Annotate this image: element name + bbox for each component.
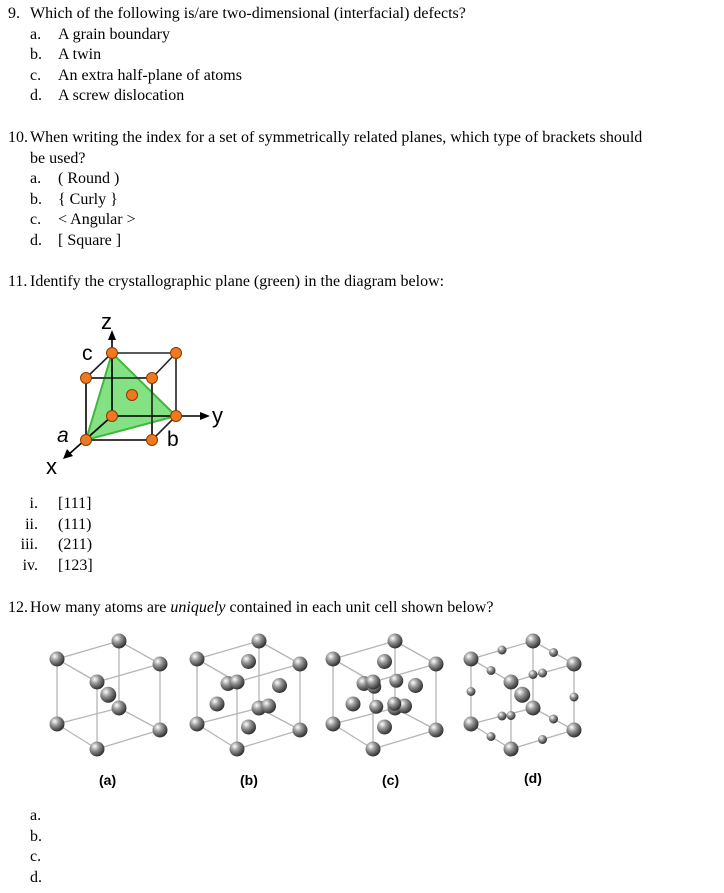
cell-label-c: (c) bbox=[382, 772, 400, 788]
edge-atom bbox=[570, 693, 579, 702]
option-d[interactable]: d. A screw dislocation bbox=[30, 87, 185, 104]
corner-atom bbox=[366, 675, 381, 690]
corner-atom bbox=[190, 652, 205, 667]
cell-label-d: (d) bbox=[524, 770, 542, 786]
corner-atom bbox=[90, 675, 105, 690]
axis-y-label: y bbox=[212, 403, 223, 428]
corner-a-label: a bbox=[57, 424, 69, 447]
option-list bbox=[8, 25, 720, 107]
corner-atom bbox=[90, 742, 105, 757]
option-list bbox=[8, 806, 720, 888]
y-arrow-icon bbox=[200, 412, 210, 420]
corner-atom bbox=[50, 717, 65, 732]
corner-atom bbox=[252, 634, 267, 649]
question-11 bbox=[8, 272, 720, 293]
option-iii[interactable]: iii. (211) bbox=[20, 536, 93, 553]
corner-atom bbox=[429, 723, 444, 738]
corner-atom bbox=[230, 675, 245, 690]
question-9 bbox=[8, 4, 720, 107]
edge-atom bbox=[487, 732, 496, 741]
face-center-atom bbox=[408, 678, 423, 693]
corner-atom bbox=[366, 742, 381, 757]
face-center-atom bbox=[377, 654, 392, 669]
edge-atom bbox=[549, 648, 558, 657]
edge-atom bbox=[498, 646, 507, 655]
axis-z-label: z bbox=[101, 309, 112, 334]
corner-atom bbox=[429, 657, 444, 672]
corner-atom bbox=[230, 742, 245, 757]
unit-cell-d bbox=[464, 634, 582, 757]
face-center-atom bbox=[377, 720, 392, 735]
question-number: 9. bbox=[8, 5, 20, 22]
option-ii[interactable]: ii. (111) bbox=[25, 515, 92, 533]
corner-atom bbox=[504, 742, 519, 757]
corner-atom bbox=[326, 652, 341, 667]
option-b[interactable]: b. bbox=[30, 827, 42, 845]
face-center-atom bbox=[346, 697, 361, 712]
edge-atom bbox=[507, 711, 516, 720]
corner-atom bbox=[567, 657, 582, 672]
face-center-atom bbox=[210, 697, 225, 712]
body-center-atom bbox=[514, 687, 530, 703]
unit-cell-c bbox=[326, 634, 444, 757]
option-a[interactable]: a. A grain boundary bbox=[30, 25, 170, 43]
corner-atom bbox=[112, 701, 127, 716]
option-c[interactable]: c. An extra half-plane of atoms bbox=[30, 66, 242, 84]
corner-b-label: b bbox=[167, 428, 179, 451]
corner-atom bbox=[153, 723, 168, 738]
corner-atom bbox=[153, 657, 168, 672]
question-stem-emphasis: uniquely bbox=[170, 599, 226, 616]
face-center-atom bbox=[241, 654, 256, 669]
question-11-options bbox=[8, 494, 720, 576]
corner-c-label: c bbox=[82, 342, 93, 365]
option-d[interactable]: d. bbox=[30, 868, 42, 886]
face-center-atom bbox=[261, 699, 276, 714]
question-number: 10. bbox=[8, 129, 28, 146]
axis-x-label: x bbox=[46, 454, 57, 479]
option-b[interactable]: b. A twin bbox=[30, 46, 102, 63]
corner-atom bbox=[326, 717, 341, 732]
edge-atom bbox=[538, 735, 547, 744]
corner-atom bbox=[293, 723, 308, 738]
edge-atom bbox=[487, 666, 496, 675]
cell-label-a: (a) bbox=[99, 772, 117, 788]
option-a[interactable]: a. bbox=[30, 807, 42, 824]
interior-atom bbox=[387, 697, 401, 711]
x-arrow-icon bbox=[63, 449, 73, 459]
unit-cells-figure bbox=[40, 626, 600, 798]
corner-atom bbox=[504, 675, 519, 690]
crystal-plane-diagram bbox=[36, 304, 246, 484]
option-d[interactable]: d. [ Square ] bbox=[30, 231, 122, 249]
option-iv[interactable]: iv. [123] bbox=[22, 556, 93, 574]
edge-atom bbox=[529, 670, 538, 679]
interior-atom bbox=[369, 700, 383, 714]
corner-atom bbox=[464, 717, 479, 732]
interior-atom bbox=[389, 674, 403, 688]
question-stem-line1: When writing the index for a set of symmetrically related planes, which type of brackets should bbox=[30, 129, 643, 146]
question-stem-start: How many atoms are bbox=[30, 599, 167, 616]
option-c[interactable]: c. bbox=[30, 848, 42, 865]
question-12-options bbox=[8, 806, 720, 888]
face-center-atom bbox=[272, 678, 287, 693]
cell-label-b: (b) bbox=[240, 772, 258, 788]
corner-atom bbox=[526, 701, 541, 716]
edge-atom bbox=[498, 712, 507, 721]
corner-atom bbox=[112, 634, 127, 649]
question-stem: Identify the crystallographic plane (green) in the diagram below: bbox=[30, 273, 445, 290]
corner-atom bbox=[293, 657, 308, 672]
question-stem-line2: be used? bbox=[30, 149, 86, 167]
option-c[interactable]: c. < Angular > bbox=[30, 211, 136, 228]
corner-atom bbox=[50, 652, 65, 667]
unit-cell-b bbox=[190, 634, 308, 757]
option-b[interactable]: b. { Curly } bbox=[30, 190, 118, 208]
question-12 bbox=[8, 598, 720, 619]
option-list bbox=[8, 494, 720, 576]
corner-atom bbox=[526, 634, 541, 649]
face-center-atom bbox=[241, 720, 256, 735]
corner-atom bbox=[464, 652, 479, 667]
edge-atom bbox=[538, 669, 547, 678]
edge-atom bbox=[467, 687, 476, 696]
question-stem-end: contained in each unit cell shown below? bbox=[229, 599, 494, 616]
unit-cell-a bbox=[50, 634, 168, 757]
option-a[interactable]: a. ( Round ) bbox=[30, 170, 120, 187]
question-number: 12. bbox=[8, 599, 28, 616]
edge-atom bbox=[549, 715, 558, 724]
corner-atom bbox=[190, 717, 205, 732]
corner-atom bbox=[388, 634, 403, 649]
option-list bbox=[8, 169, 720, 251]
corner-atom bbox=[567, 723, 582, 738]
body-center-atom bbox=[100, 687, 116, 703]
question-number: 11. bbox=[8, 273, 28, 290]
option-i[interactable]: i. [111] bbox=[29, 495, 92, 512]
question-stem: Which of the following is/are two-dimensional (interfacial) defects? bbox=[30, 5, 466, 22]
question-10 bbox=[8, 128, 720, 251]
